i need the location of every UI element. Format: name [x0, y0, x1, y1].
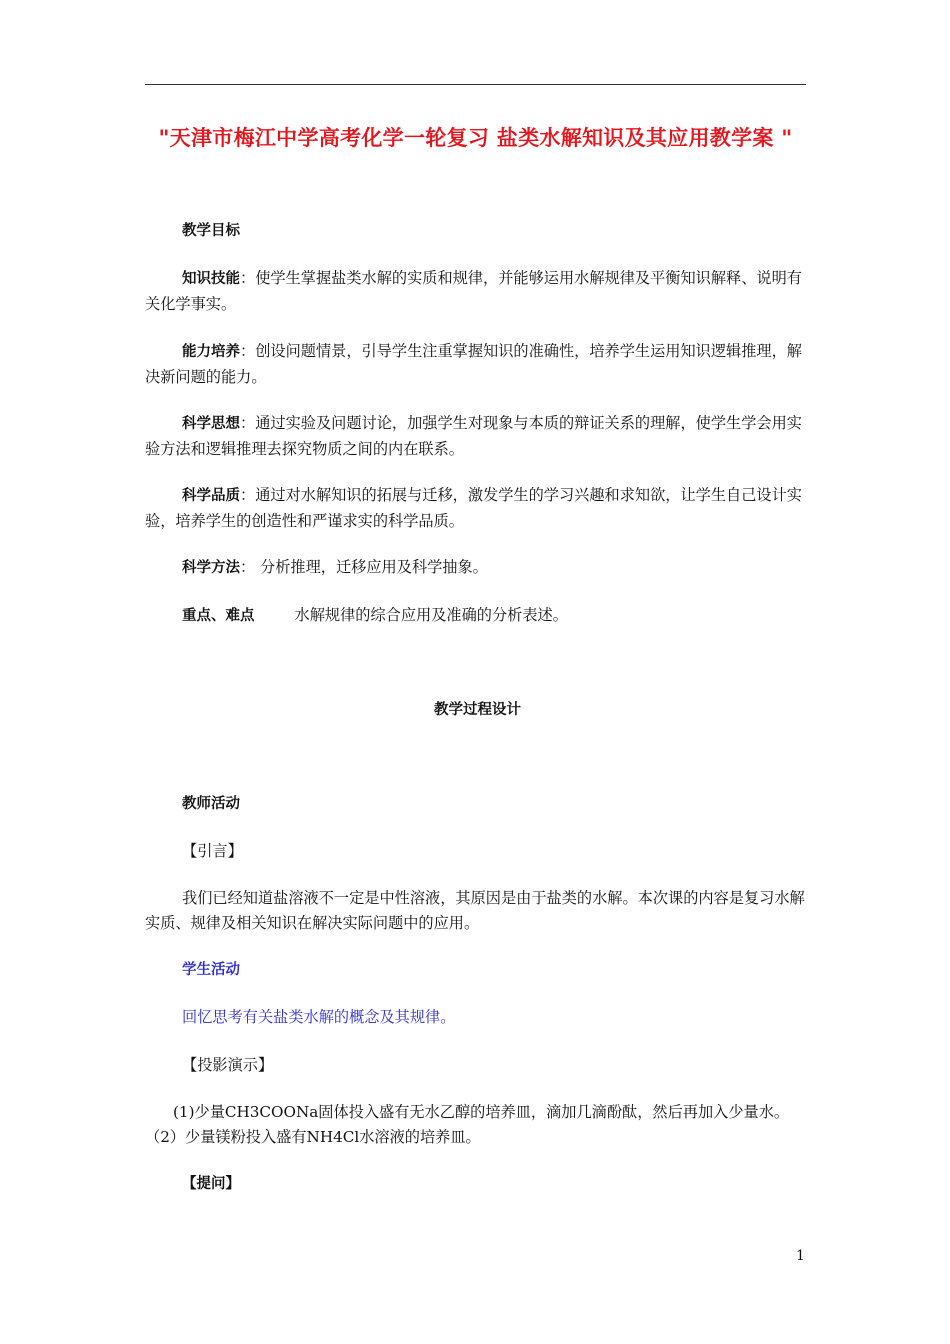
- header-rule: [145, 84, 806, 85]
- intro-tag: 【引言】: [182, 842, 243, 860]
- objective-text: 使学生掌握盐类水解的实质和规律，并能够运用水解规律及平衡知识解释、说明有关化学事实。: [145, 269, 802, 313]
- objective-method: [145, 555, 810, 581]
- objective-text: 创设问题情景，引导学生注重掌握知识的准确性，培养学生运用知识逻辑推理，解决新问题的能力。: [145, 342, 802, 386]
- objective-label: 科学品质: [182, 488, 240, 504]
- student-text: 回忆思考有关盐类水解的概念及其规律。: [182, 1008, 456, 1026]
- key-points-label: 重点、难点: [182, 608, 255, 624]
- projection-tag: 【投影演示】: [182, 1056, 274, 1074]
- objective-knowledge: [145, 266, 810, 317]
- objective-text: 通过实验及问题讨论，加强学生对现象与本质的辩证关系的理解，使学生学会用实验方法和逻辑推理去探究物质之间的内在联系。: [145, 414, 802, 458]
- page-number: 1: [796, 1248, 805, 1264]
- document-title: "天津市梅江中学高考化学一轮复习 盐类水解知识及其应用教学案 ": [158, 126, 793, 150]
- objective-quality: [145, 483, 810, 534]
- key-points-text: 水解规律的综合应用及准确的分析表述。: [294, 606, 568, 624]
- teacher-heading: 教师活动: [182, 796, 240, 812]
- objectives-heading: 教学目标: [182, 223, 240, 239]
- objective-sep: ：: [240, 558, 256, 576]
- objective-label: 科学思想: [182, 416, 240, 432]
- objective-sep: ：: [240, 414, 256, 432]
- objective-text: 通过对水解知识的拓展与迁移，激发学生的学习兴趣和求知欲，让学生自己设计实验，培养学生的创造性和严谨求实的科学品质。: [145, 486, 802, 530]
- key-points: [145, 603, 810, 629]
- objective-label: 能力培养: [182, 344, 240, 360]
- objective-label: 知识技能: [182, 271, 240, 287]
- projection-item-1: (1)少量CH3COONa固体投入盛有无水乙醇的培养皿，滴加几滴酚酞，然后再加入少量水。: [173, 1103, 790, 1121]
- question-tag: 【提问】: [182, 1176, 240, 1192]
- objective-sep: ：: [240, 342, 256, 360]
- objective-sep: ：: [240, 269, 256, 287]
- objective-sep: ：: [240, 486, 256, 504]
- objective-label: 科学方法: [182, 560, 240, 576]
- student-heading: 学生活动: [182, 962, 240, 978]
- process-heading: 教学过程设计: [434, 702, 521, 718]
- objective-thinking: [145, 411, 810, 462]
- objective-ability: [145, 339, 810, 390]
- projection-item-2: （2）少量镁粉投入盛有NH4Cl水溶液的培养皿。: [145, 1128, 481, 1146]
- objective-text: 分析推理，迁移应用及科学抽象。: [255, 558, 488, 576]
- intro-text: 我们已经知道盐溶液不一定是中性溶液，其原因是由于盐类的水解。本次课的内容是复习水解实质、规律及相关知识在解决实际问题中的应用。: [145, 889, 805, 932]
